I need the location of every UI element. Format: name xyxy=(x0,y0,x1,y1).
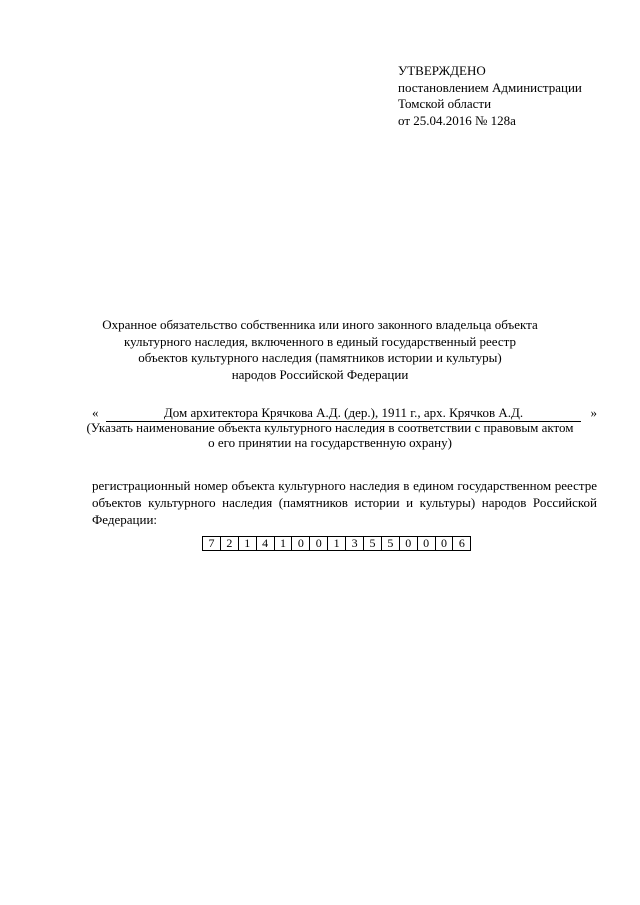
registration-digit-cell: 1 xyxy=(239,536,257,551)
registration-digit-cell: 3 xyxy=(346,536,364,551)
title-line-1: Охранное обязательство собственника или иного законного владельца объекта xyxy=(102,317,538,332)
instruction-line-1: (Указать наименование объекта культурного наследия в соответствии с правовым актом xyxy=(86,420,574,435)
approval-line-date: от 25.04.2016 № 128а xyxy=(398,112,516,128)
registration-label: регистрационный номер объекта культурного наследия в едином государственном реестре объектов культурного наследия (памятников истории и культуры) народов Российской Федерации: xyxy=(92,478,597,527)
registration-digit-cell: 0 xyxy=(436,536,454,551)
document-title xyxy=(60,317,580,383)
registration-digit-cell: 0 xyxy=(400,536,418,551)
registration-digit-cell: 4 xyxy=(257,536,275,551)
registration-digit-cell: 1 xyxy=(328,536,346,551)
registration-digit-cell: 6 xyxy=(453,536,471,551)
object-name-instruction xyxy=(60,420,600,450)
registration-digit-cell: 2 xyxy=(221,536,239,551)
title-line-4: народов Российской Федерации xyxy=(231,366,409,382)
registration-digit-cell: 7 xyxy=(203,536,221,551)
approval-line-region: Томской области xyxy=(398,96,492,111)
approval-stamp xyxy=(398,63,582,129)
title-line-2: культурного наследия, включенного в единый государственный реестр xyxy=(123,333,517,349)
approval-heading: УТВЕРЖДЕНО xyxy=(398,63,486,78)
registration-digit-cell: 1 xyxy=(275,536,293,551)
title-line-3: объектов культурного наследия (памятников истории и культуры) xyxy=(138,350,502,365)
registration-digit-cell: 5 xyxy=(382,536,400,551)
registration-digit-cell: 0 xyxy=(418,536,436,551)
close-quote: » xyxy=(590,405,597,420)
registration-digit-cell: 0 xyxy=(292,536,310,551)
open-quote: « xyxy=(92,405,99,420)
registration-digit-cell: 0 xyxy=(310,536,328,551)
approval-line-decree: постановлением Администрации xyxy=(398,79,582,95)
registration-number-grid xyxy=(202,536,471,551)
object-name: Дом архитектора Крячкова А.Д. (дер.), 1911 г., арх. Крячков А.Д. xyxy=(106,405,581,422)
instruction-line-2: о его принятии на государственную охрану) xyxy=(208,435,452,450)
registration-digit-cell: 5 xyxy=(364,536,382,551)
